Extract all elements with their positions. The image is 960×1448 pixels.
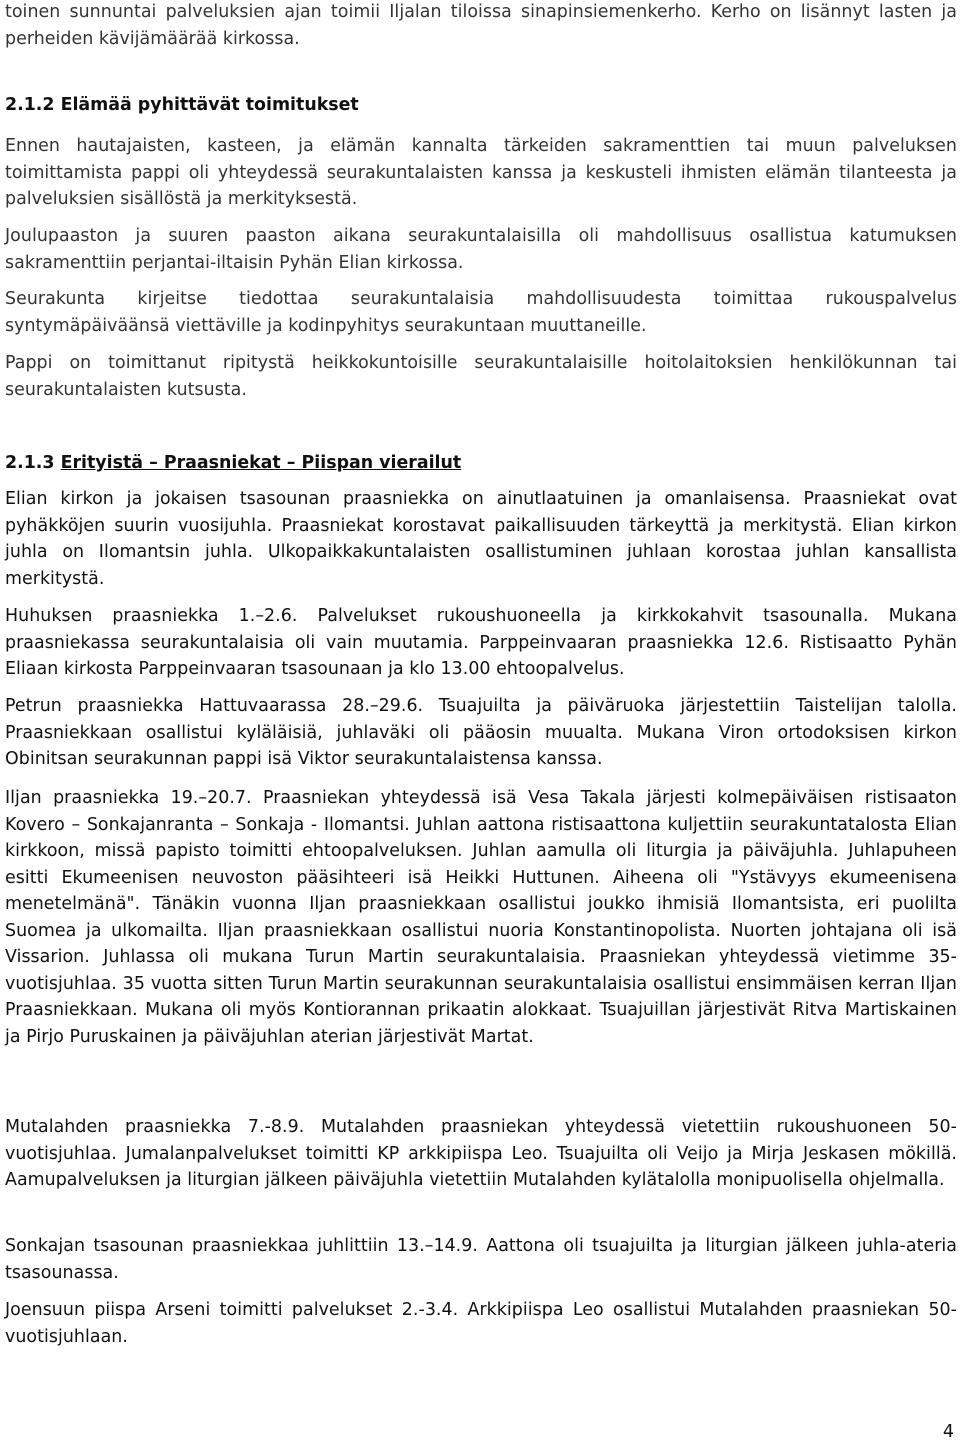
heading-part-praasniekat: Praasniekat	[163, 453, 281, 473]
paragraph-2-1-3-5: Mutalahden praasniekka 7.-8.9. Mutalahden praasniekan yhteydessä vietettiin rukoushuoneen 50-vuotisjuhlaa. Jumalanpalvelukset toimitti KP arkkipiispa Leo. Tsuajuilta oli Veijo ja Mirja Jeskasen mökillä. Aamupalveluksen ja liturgian jälkeen päiväjuhla vietettiin Mutalahden kylätalolla monipuolisella ohjelmalla.	[5, 1117, 957, 1190]
section-heading-2-1-3	[5, 450, 461, 476]
paragraph-2-1-2-2: Joulupaaston ja suuren paaston aikana seurakuntalaisilla oli mahdollisuus osallistua katumuksen sakramenttiin perjantai-iltaisin Pyhän Elian kirkossa.	[5, 226, 957, 273]
paragraph-2-1-3-7: Joensuun piispa Arseni toimitti palvelukset 2.-3.4. Arkkipiispa Leo osallistui Mutalahden praasniekan 50-vuotisjuhlaan.	[5, 1300, 957, 1347]
paragraph-2-1-3-2: Huhuksen praasniekka 1.–2.6. Palvelukset rukoushuoneella ja kirkkokahvit tsasounalla. Mukana praasniekassa seurakuntalaisia oli vain muutamia. Parppeinvaaran praasniekka 12.6. Ristisaatto Pyhän Eliaan kirkosta Parppeinvaaran tsasounaan ja klo 13.00 ehtoopalvelus.	[5, 606, 957, 679]
paragraph-2-1-3-4: Iljan praasniekka 19.–20.7. Praasniekan yhteydessä isä Vesa Takala järjesti kolmepäiväisen ristisaaton Kovero – Sonkajanranta – Sonkaja - Ilomantsi. Juhlan aattona ristisaattona kuljettiin seurakuntatalosta Elian kirkkoon, missä papisto toimitti ehtoopalveluksen. Juhlan aamulla oli liturgia ja päiväjuhla. Juhlapuheen esitti Ekumeenisen neuvoston pääsihteeri isä Heikki Huttunen. Aiheena oli "Ystävyys ekumeenisena menetelmänä". Tänäkin vuonna Iljan praasniekkaan osallistui joukko ihmisiä Ilomantsista, eri puolilta Suomea ja ulkomailta. Iljan praasniekkaan osallistui nuoria Konstantinopolista. Nuorten johtajana oli isä Vissarion. Juhlassa oli mukana Turun Martin seurakuntalaisia. Praasniekan yhteydessä vietimme 35-vuotisjuhlaa. 35 vuotta sitten Turun Martin seurakunnan seurakuntalaisia osallistui ensimmäisen kerran Iljan Praasniekkaan. Mukana oli myös Kontiorannan prikaatin alokkaat. Tsuajuillan järjestivät Ritva Martiskainen ja Pirjo Puruskainen ja päiväjuhlan aterian järjestivät Martat.	[5, 788, 957, 1047]
heading-dash-1: –	[143, 453, 164, 473]
paragraph-2-1-2-1: Ennen hautajaisten, kasteen, ja elämän kannalta tärkeiden sakramenttien tai muun palveluksen toimittamista pappi oli yhteydessä seurakuntalaisten kanssa ja keskusteli ihmisten elämän tilanteesta ja palveluksien sisällöstä ja merkityksestä.	[5, 136, 957, 209]
paragraph-2-1-2-3: Seurakunta kirjeitse tiedottaa seurakuntalaisia mahdollisuudesta toimittaa rukouspalvelus syntymäpäiväänsä viettäville ja kodinpyhitys seurakuntaan muuttaneille.	[5, 289, 957, 336]
page-number: 4	[942, 1422, 954, 1442]
heading-part-piispan-vierailut: Piispan vierailut	[301, 453, 462, 473]
heading-number: 2.1.3	[5, 453, 61, 473]
heading-dash-2: –	[280, 453, 302, 473]
heading-part-erityista: Erityistä	[60, 453, 144, 473]
paragraph-2-1-3-1: Elian kirkon ja jokaisen tsasounan praasniekka on ainutlaatuinen ja omanlaisensa. Praasniekat ovat pyhäkköjen suurin vuosijuhla. Praasniekat korostavat paikallisuuden tärkeyttä ja merkitystä. Elian kirkon juhla on Ilomantsin juhla. Ulkopaikkakuntalaisten osallistuminen juhlaan korostaa juhlan kansallista merkitystä.	[5, 489, 957, 589]
intro-paragraph: toinen sunnuntai palveluksien ajan toimii Iljalan tiloissa sinapinsiemenkerho. Kerho on lisännyt lasten ja perheiden kävijämäärää kirkossa.	[5, 2, 957, 49]
paragraph-2-1-3-3: Petrun praasniekka Hattuvaarassa 28.–29.6. Tsuajuilta ja päiväruoka järjestettiin Taistelijan talolla. Praasniekkaan osallistui kyläläisiä, juhlaväki oli pääosin muualta. Mukana Viron ortodoksisen kirkon Obinitsan seurakunnan pappi isä Viktor seurakuntalaistensa kanssa.	[5, 696, 957, 769]
paragraph-2-1-2-4: Pappi on toimittanut ripitystä heikkokuntoisille seurakuntalaisille hoitolaitoksien henkilökunnan tai seurakuntalaisten kutsusta.	[5, 353, 957, 400]
paragraph-2-1-3-6: Sonkajan tsasounan praasniekkaa juhlittiin 13.–14.9. Aattona oli tsuajuilta ja liturgian jälkeen juhla-ateria tsasounassa.	[5, 1236, 957, 1283]
section-heading-2-1-2: 2.1.2 Elämää pyhittävät toimitukset	[5, 95, 359, 115]
